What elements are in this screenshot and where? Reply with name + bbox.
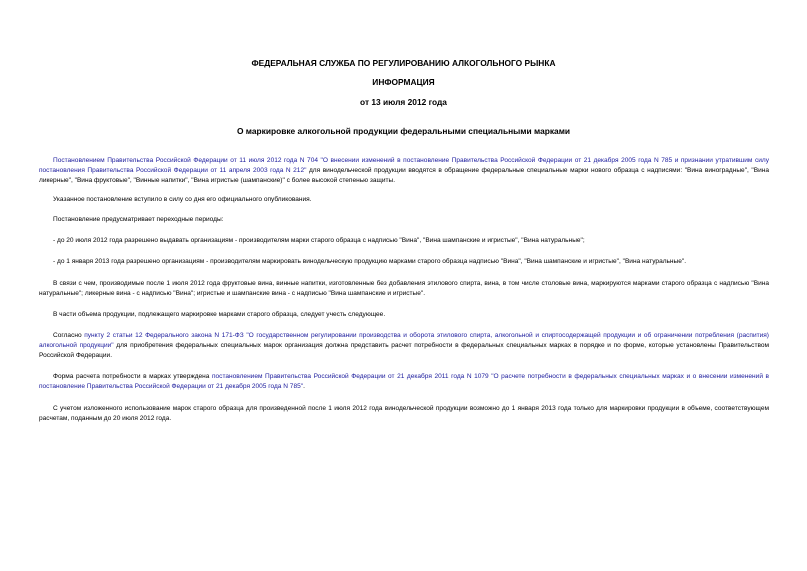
- decree-704-link[interactable]: Постановлением Правительства Российской Федерации от 11 июля 2012 года N 704 "О внесении изменений в постановление Правительства Российской Федерации от 21 декабря 2005 года N 785 и признании утратившим силу постановления Правительства Российской Федерации от 11 апреля 2003 года N 212": [39, 157, 769, 174]
- paragraph-1: [39, 156, 769, 185]
- paragraph-1-text: для винодельческой продукции вводятся в обращение федеральные специальные марки нового образца с надписями: "Вина виноградные", "Вина ликерные", "Вина фруктовые", "Винные напитки", "Вина игристые (шампанские)" с более высокой степенью защиты.: [39, 166, 769, 184]
- paragraph-9-pre: Форма расчета потребности в марках утверждена: [53, 373, 212, 380]
- transition-item-1: - до 20 июля 2012 года разрешено выдавать организациям - производителям марки старого образца с надписью "Вина", "Вина шампанские и игристые", "Вина натуральные";: [53, 237, 585, 244]
- paragraph-2: Указанное постановление вступило в силу со дня его официального опубликования.: [53, 196, 312, 203]
- document-title: О маркировке алкогольной продукции федеральными специальными марками: [236, 126, 571, 136]
- paragraph-10: С учетом изложенного использование марок старого образца для произведенной после 1 июля 2012 года винодельческой продукции возможно до 1 января 2013 года только для маркировки продукции в объеме, соответствующем расчетам, поданным до 20 июля 2012 года.: [39, 405, 769, 422]
- paragraph-9: [39, 372, 769, 392]
- paragraph-6: В связи с чем, производимые после 1 июля 2012 года фруктовые вина, винные напитки, изготовленные без добавления этилового спирта, вина, в том числе столовые вина, маркируются марками старого образца с надписью "Вина натуральные"; ликерные вина - с надписью "Вина"; игристые и шампанские вина - с надписью "Вина шампанские и игристые".: [39, 280, 769, 297]
- document-date: от 13 июля 2012 года: [360, 97, 447, 107]
- paragraph-8: [39, 331, 769, 360]
- decree-1079-link[interactable]: постановлением Правительства Российской Федерации от 21 декабря 2011 года N 1079 "О расчете потребности в федеральных специальных марках и о внесении изменений в постановление Правительства Российской Федерации от 21 декабря 2005 года N 785": [39, 373, 770, 390]
- document-type: ИНФОРМАЦИЯ: [372, 77, 435, 87]
- paragraph-7: В части объема продукции, подлежащего маркировке марками старого образца, следует учесть следующее.: [53, 311, 386, 318]
- paragraph-8-text: для приобретения федеральных специальных марок организация должна представить расчет потребности в федеральных специальных марках в порядке и по форме, которые установлены Правительством Российской Федерации.: [39, 341, 769, 359]
- agency-name: ФЕДЕРАЛЬНАЯ СЛУЖБА ПО РЕГУЛИРОВАНИЮ АЛКОГОЛЬНОГО РЫНКА: [251, 58, 556, 68]
- federal-law-171-link[interactable]: пункту 2 статьи 12 Федерального закона N 171-ФЗ "О государственном регулировании производства и оборота этилового спирта, алкогольной и спиртосодержащей продукции и об ограничении потребления (распития) алкогольной продукции": [39, 332, 769, 349]
- transition-item-2: - до 1 января 2013 года разрешено организациям - производителям маркировать винодельческую продукцию марками старого образца надписью "Вина", "Вина шампанские и игристые", "Вина натуральные".: [53, 258, 687, 265]
- paragraph-9-text: .: [303, 382, 305, 390]
- paragraph-3: Постановление предусматривает переходные периоды:: [53, 216, 224, 223]
- paragraph-8-pre: Согласно: [53, 332, 85, 339]
